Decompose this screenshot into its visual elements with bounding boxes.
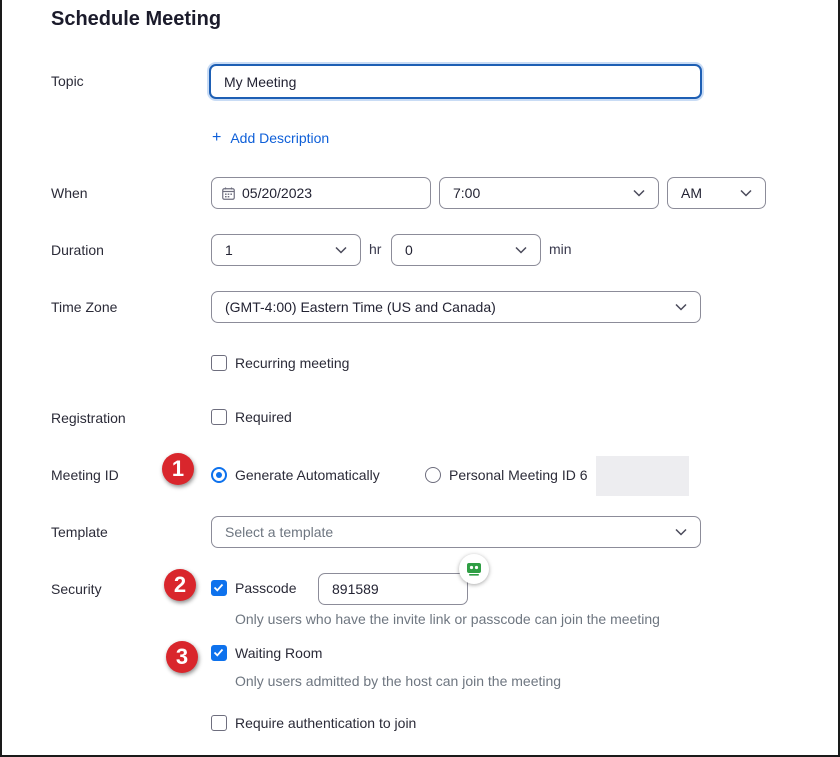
registration-required-label: Required xyxy=(235,409,292,425)
topic-input-value: My Meeting xyxy=(224,73,297,90)
chevron-down-icon xyxy=(514,243,528,257)
passcode-label: Passcode xyxy=(235,580,297,596)
hours-unit: hr xyxy=(369,241,382,257)
topic-label: Topic xyxy=(51,73,84,89)
passcode-input[interactable] xyxy=(318,573,468,605)
recurring-checkbox[interactable] xyxy=(211,355,227,371)
recurring-label: Recurring meeting xyxy=(235,355,350,371)
time-value: 7:00 xyxy=(453,185,481,201)
minutes-unit: min xyxy=(549,241,572,257)
callout-badge-3: 3 xyxy=(166,641,198,673)
personal-meeting-id-label: Personal Meeting ID 6 xyxy=(449,467,588,483)
redacted-meeting-id xyxy=(596,456,689,496)
callout-badge-2: 2 xyxy=(164,569,196,601)
generate-automatically-radio[interactable] xyxy=(211,467,227,483)
waiting-room-hint: Only users admitted by the host can join the meeting xyxy=(235,673,562,689)
date-picker[interactable] xyxy=(211,177,431,209)
passcode-value: 891589 xyxy=(332,581,379,597)
page-title: Schedule Meeting xyxy=(51,8,222,30)
registration-required-checkbox[interactable] xyxy=(211,409,227,425)
plus-icon: + xyxy=(212,129,222,146)
callout-badge-1: 1 xyxy=(162,453,194,485)
registration-label: Registration xyxy=(51,410,126,426)
security-label: Security xyxy=(51,581,102,597)
chevron-down-icon xyxy=(674,525,688,539)
duration-label: Duration xyxy=(51,242,104,258)
waiting-room-checkbox[interactable] xyxy=(211,645,227,661)
chevron-down-icon xyxy=(674,300,688,314)
require-auth-label: Require authentication to join xyxy=(235,715,417,731)
time-select[interactable] xyxy=(439,177,659,209)
duration-minutes-value: 0 xyxy=(405,242,413,258)
generate-automatically-label: Generate Automatically xyxy=(235,467,380,483)
timezone-select[interactable] xyxy=(211,291,701,323)
template-select[interactable] xyxy=(211,516,701,548)
passcode-hint: Only users who have the invite link or passcode can join the meeting xyxy=(235,611,660,627)
ampm-select[interactable] xyxy=(667,177,766,209)
chevron-down-icon xyxy=(632,186,646,200)
topic-input[interactable] xyxy=(209,64,702,99)
chevron-down-icon xyxy=(334,243,348,257)
meeting-id-label: Meeting ID xyxy=(51,467,119,483)
timezone-label: Time Zone xyxy=(51,299,118,315)
calendar-icon xyxy=(222,187,235,200)
duration-hours-value: 1 xyxy=(225,242,233,258)
duration-hours-select[interactable] xyxy=(211,234,361,266)
password-manager-icon[interactable] xyxy=(459,554,489,584)
template-placeholder: Select a template xyxy=(225,524,334,540)
waiting-room-label: Waiting Room xyxy=(235,645,323,661)
require-auth-checkbox[interactable] xyxy=(211,715,227,731)
add-description-label: Add Description xyxy=(230,130,330,146)
date-value: 05/20/2023 xyxy=(242,185,313,201)
ampm-value: AM xyxy=(681,185,702,201)
template-label: Template xyxy=(51,524,108,540)
chevron-down-icon xyxy=(739,186,753,200)
personal-meeting-id-radio[interactable] xyxy=(425,467,441,483)
add-description-link[interactable] xyxy=(212,129,329,147)
duration-minutes-select[interactable] xyxy=(391,234,541,266)
timezone-value: (GMT-4:00) Eastern Time (US and Canada) xyxy=(225,299,496,315)
passcode-checkbox[interactable] xyxy=(211,580,227,596)
when-label: When xyxy=(51,185,88,201)
